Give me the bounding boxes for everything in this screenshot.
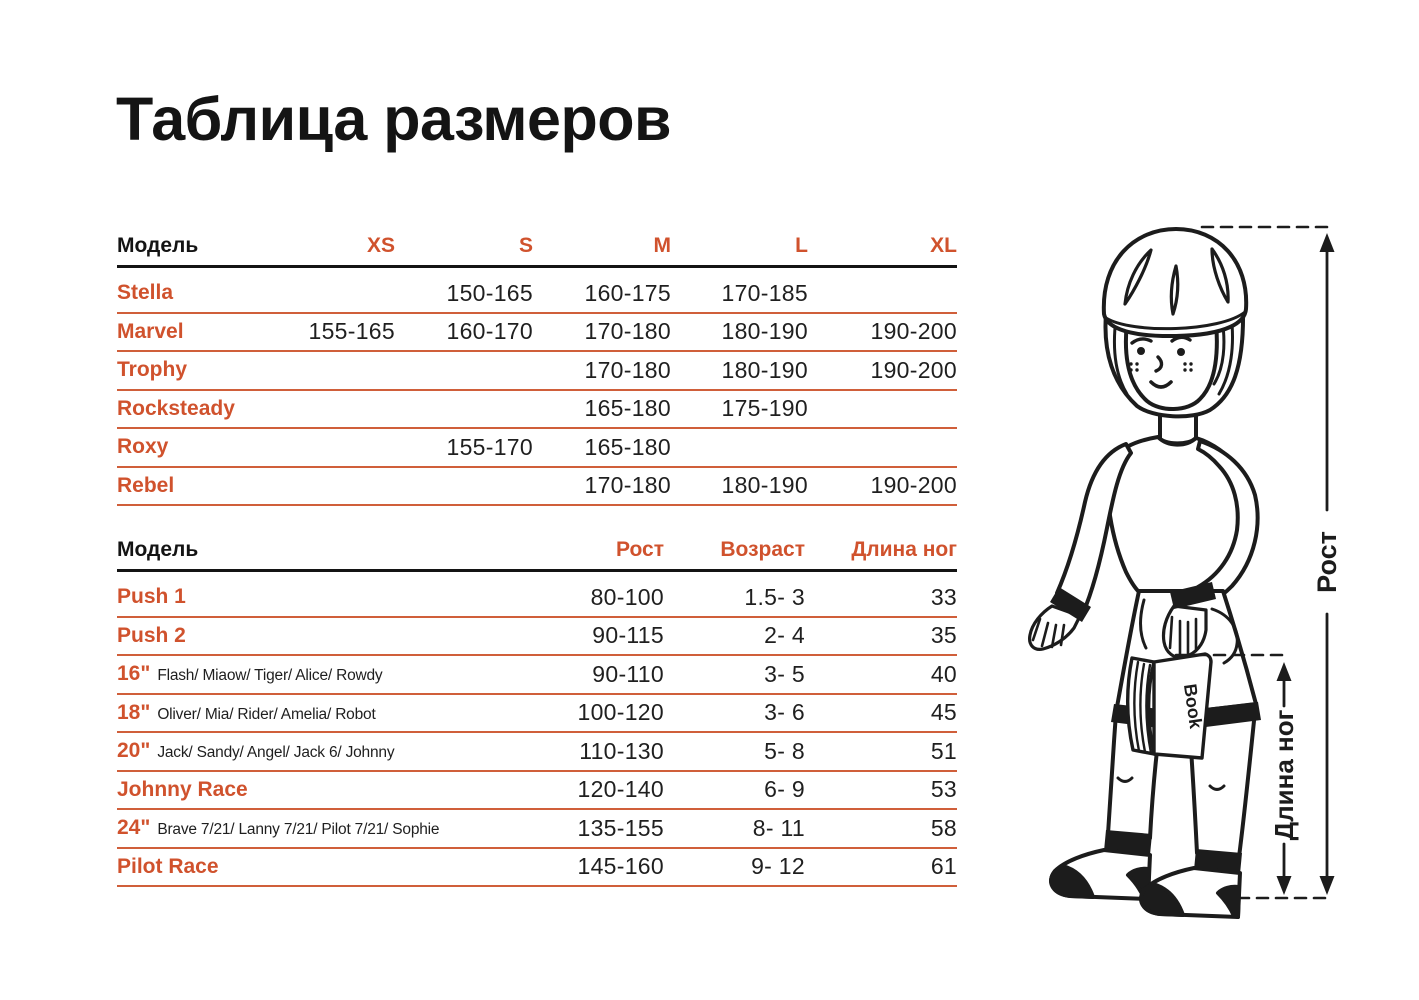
model-name: Stella [117,281,174,305]
model-column-header: Модель [117,234,199,257]
model-name: Rocksteady [117,396,235,420]
table-row: Roxy 155-170 165-180 [117,433,671,460]
size-table-body [117,268,957,506]
model-name: Pilot Race [117,854,219,878]
table-row: Rebel 170-180 180-190 190-200 [117,472,957,499]
table-row: 20" Jack/ Sandy/ Angel/ Jack 6/ Johnny 110-130 5- 8 51 [117,737,957,764]
model-name: Push 2 [117,623,186,647]
table-row: 18" Oliver/ Mia/ Rider/ Amelia/ Robot 100-120 3- 6 45 [117,699,957,726]
table-row: Johnny Race 120-140 6- 9 53 [117,776,957,803]
table-row: 16" Flash/ Miaow/ Tiger/ Alice/ Rowdy 90-110 3- 5 40 [117,660,957,687]
right-sock [1141,868,1240,917]
model-name: 18" Oliver/ Mia/ Rider/ Amelia/ Robot [117,700,376,724]
model-column-header: Модель [117,538,199,561]
model-name: 20" Jack/ Sandy/ Angel/ Jack 6/ Johnny [117,739,395,763]
helmet [1104,229,1246,336]
eye-right [1177,348,1185,356]
page-title: Таблица размеров [116,85,671,153]
table-row: Trophy 170-180 180-190 190-200 [117,356,957,383]
model-name: 24" Brave 7/21/ Lanny 7/21/ Pilot 7/21/ Sophie [117,816,440,840]
size-table-header [117,234,957,265]
model-name: Roxy [117,435,169,459]
leg-length-column-header: Длина ног [851,538,957,561]
size-header-s: S [518,234,533,257]
leg-length-label: Длина ног [1269,709,1299,841]
table-row: Pilot Race 145-160 9- 12 61 [117,853,957,880]
book-title: Book [1179,682,1206,730]
age-column-header: Возраст [720,538,805,561]
model-name: Push 1 [117,585,186,609]
table-row: Stella 150-165 160-175 170-185 [117,279,808,306]
leg-length-dimension [1269,662,1299,895]
model-name: Trophy [117,358,188,382]
eye-left [1137,347,1145,355]
table-row: Marvel 155-165 160-170 170-180 180-190 190-200 [117,318,957,345]
size-header-m: M [653,234,671,257]
height-column-header: Рост [616,538,664,561]
child-size-illustration [1000,210,1400,950]
size-header-xl: XL [930,234,957,257]
left-sock [1051,850,1150,899]
table-row: Push 2 90-115 2- 4 35 [117,622,957,649]
height-label: Рост [1312,531,1342,593]
table-row: 24" Brave 7/21/ Lanny 7/21/ Pilot 7/21/ Sophie 135-155 8- 11 58 [117,814,957,841]
age-table-body [117,572,957,887]
age-table-header [117,538,957,569]
row-divider [117,504,957,506]
model-name: Johnny Race [117,777,248,801]
size-header-l: L [795,234,808,257]
book [1128,654,1211,758]
model-name: Rebel [117,473,175,497]
table-row: Rocksteady 165-180 175-190 [117,395,808,422]
row-divider [117,885,957,887]
table-row: Push 1 80-100 1.5- 3 33 [117,583,957,610]
height-dimension [1312,233,1342,895]
model-name: 16" Flash/ Miaow/ Tiger/ Alice/ Rowdy [117,662,383,686]
size-header-xs: XS [366,234,395,257]
age-table [117,538,957,887]
size-table [117,234,957,506]
model-name: Marvel [117,319,184,343]
